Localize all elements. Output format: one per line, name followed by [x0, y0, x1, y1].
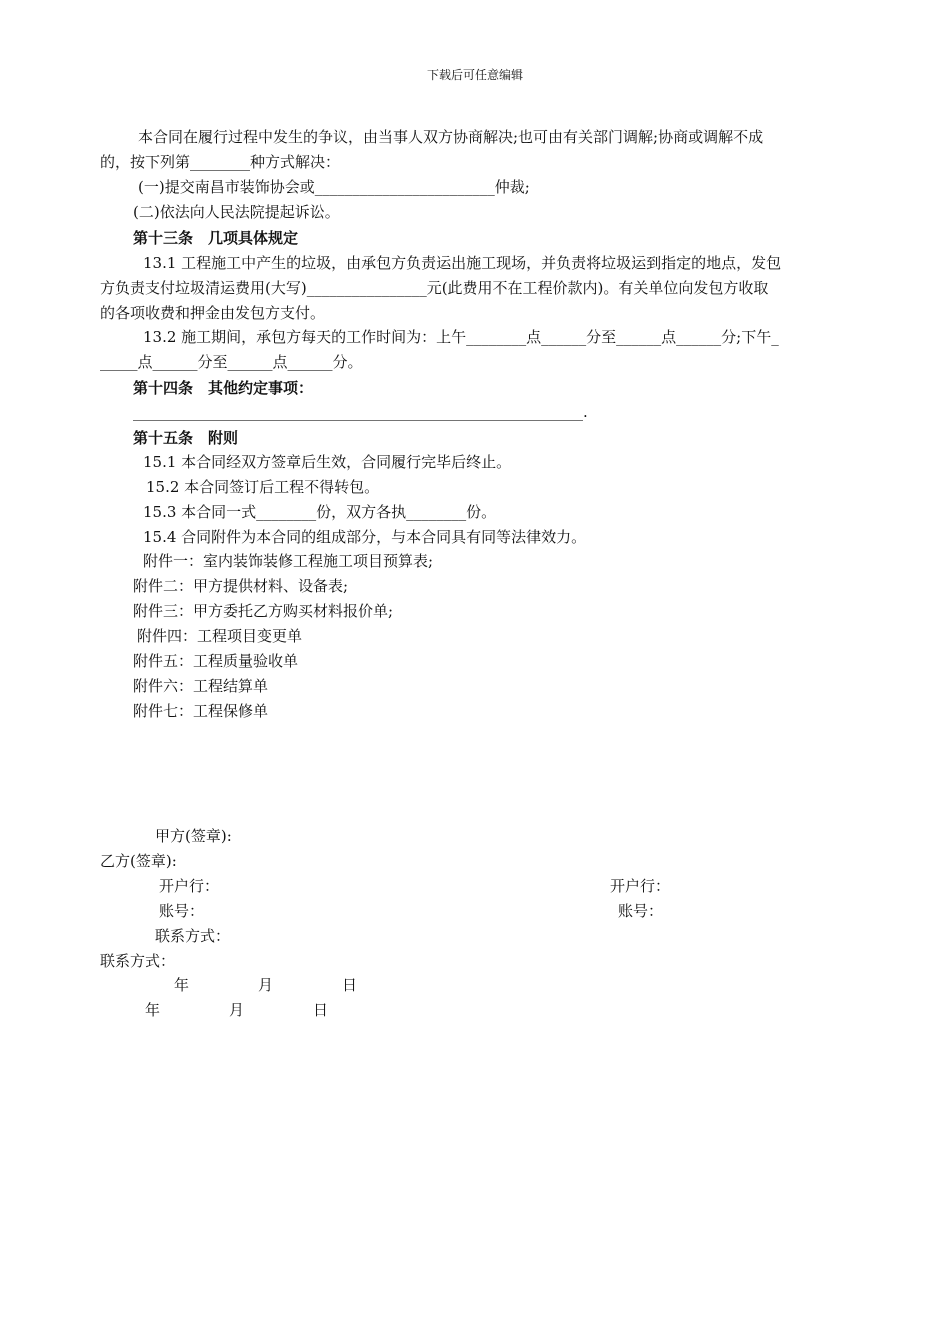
clause-13-2-line2: _____点______分至______点______分。 [100, 353, 363, 371]
party-b-signature: 乙方(签章): [100, 852, 177, 870]
attachment-3: 附件三：甲方委托乙方购买材料报价单; [133, 602, 394, 620]
article-15-title: 第十五条 附则 [133, 429, 239, 447]
date-day-b: 日 [313, 1001, 329, 1019]
clause-13-1-line1: 13.1 工程施工中产生的垃圾，由承包方负责运出施工现场，并负责将垃圾运到指定的地点，发包 [143, 254, 782, 272]
article-14-blank-line: ____________________________________________________________. [133, 403, 588, 421]
article-14-title: 第十四条 其他约定事项： [133, 379, 314, 397]
party-a-account: 账号： [159, 902, 205, 920]
date-year-a: 年 [174, 976, 190, 994]
dispute-option-1: (一)提交南昌市装饰协会或________________________仲裁; [138, 178, 530, 196]
attachment-4: 附件四：工程项目变更单 [137, 627, 303, 645]
page-header: 下载后可任意编辑 [426, 68, 523, 82]
party-b-bank: 开户行： [610, 877, 671, 895]
attachment-6: 附件六：工程结算单 [133, 677, 269, 695]
clause-15-4: 15.4 合同附件为本合同的组成部分，与本合同具有同等法律效力。 [143, 528, 587, 546]
clause-13-1-line2: 方负责支付垃圾清运费用(大写)________________元(此费用不在工程价款内)。有关单位向发包方收取 [100, 279, 769, 297]
date-month-a: 月 [258, 976, 274, 994]
clause-13-2-line1: 13.2 施工期间，承包方每天的工作时间为：上午________点______分至______点______分;下午_ [143, 328, 779, 346]
attachment-7: 附件七：工程保修单 [133, 702, 269, 720]
clause-15-1: 15.1 本合同经双方签章后生效，合同履行完毕后终止。 [143, 453, 512, 471]
attachment-1: 附件一：室内装饰装修工程施工项目预算表; [143, 552, 434, 570]
article-13-title: 第十三条 几项具体规定 [133, 229, 299, 247]
clause-15-2: 15.2 本合同签订后工程不得转包。 [146, 478, 380, 496]
dispute-option-2: (二)依法向人民法院提起诉讼。 [133, 203, 340, 221]
attachment-5: 附件五：工程质量验收单 [133, 652, 299, 670]
party-a-bank: 开户行： [159, 877, 220, 895]
dispute-paragraph-line1: 本合同在履行过程中发生的争议，由当事人双方协商解决;也可由有关部门调解;协商或调解不成 [138, 128, 764, 146]
date-year-b: 年 [145, 1001, 161, 1019]
party-b-account: 账号： [618, 902, 664, 920]
dispute-paragraph-line2: 的，按下列第________种方式解决： [100, 153, 341, 171]
party-a-signature: 甲方(签章): [155, 827, 232, 845]
clause-15-3: 15.3 本合同一式________份，双方各执________份。 [143, 503, 497, 521]
date-month-b: 月 [229, 1001, 245, 1019]
attachment-2: 附件二：甲方提供材料、设备表; [133, 577, 349, 595]
party-b-contact: 联系方式： [100, 952, 176, 970]
party-a-contact: 联系方式： [155, 927, 231, 945]
date-day-a: 日 [342, 976, 358, 994]
clause-13-1-line3: 的各项收费和押金由发包方支付。 [100, 304, 326, 322]
